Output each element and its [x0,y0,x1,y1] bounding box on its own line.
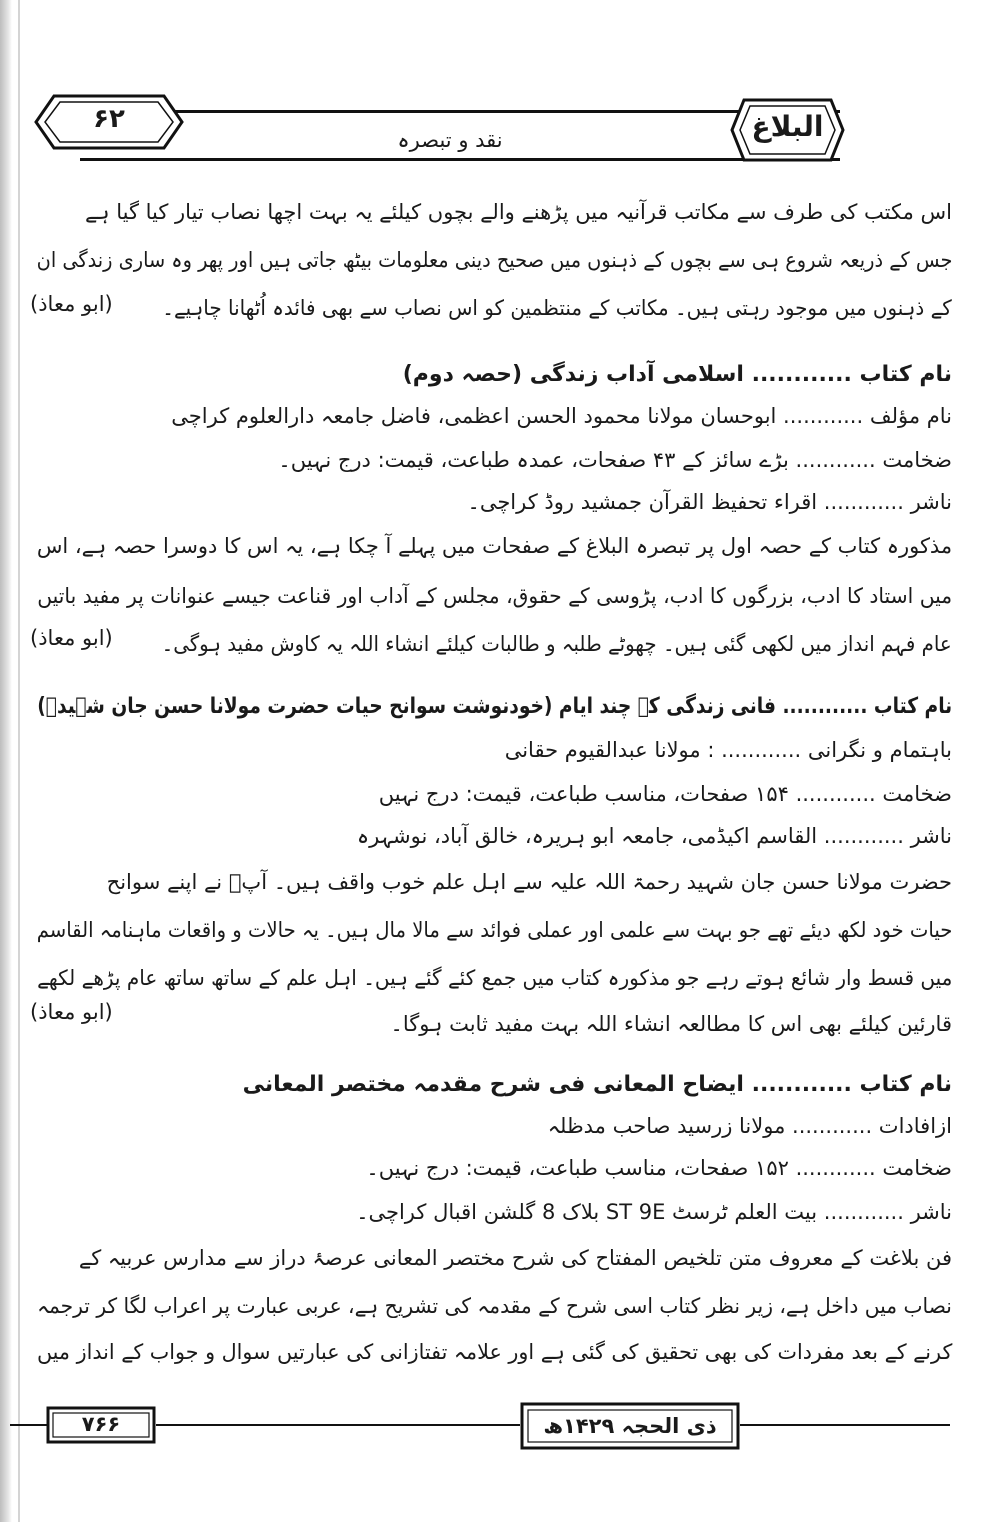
spine-edge [18,0,20,1522]
review2-size: ضخامت ............ ۱۵۴ صفحات، مناسب طباعت، قیمت: درج نہیں [378,782,952,806]
review1-title: نام کتاب ............ اسلامی آداب زندگی (حصہ دوم) [402,362,952,387]
intro-line-2: جس کے ذریعہ شروع ہی سے بچوں کے ذہنوں میں صحیح دینی معلومات بیٹھ جاتی ہیں اور پھر وہ ساری زندگی ان [36,248,952,272]
review2-title: نام کتاب ............ فانی زندگی کے چند ایام (خودنوشت سوانح حیات حضرت مولانا حسن جان شہیدؒ) [37,694,952,719]
review2-text-4: قارئین کیلئے بھی اس کا مطالعہ انشاء اللہ بہت مفید ثابت ہوگا۔ [390,1012,952,1036]
review3-lectures: ازافادات ............ مولانا زرسید صاحب مدظلہ [547,1114,952,1138]
review2-text-3: میں قسط وار شائع ہوتے رہے جو مذکورہ کتاب میں جمع کئے گئے ہیں۔ اہل علم کے ساتھ ساتھ عام پڑھے لکھے [36,966,952,990]
review1-publisher: ناشر ............ اقراء تحفیظ القرآن جمشید روڈ کراچی۔ [467,490,952,514]
review2-text-2: حیات خود لکھ دیئے تھے جو بہت سے علمی اور عملی فوائد سے مالا مال ہیں۔ یہ حالات و واقعات ماہنامہ القاسم [36,918,952,942]
page-number: ۶۲ [93,104,125,134]
logo-text: البلاغ [751,110,824,143]
footer-date-frame [520,1402,740,1450]
header-rule-top [80,110,840,113]
review3-publisher: ناشر ............ بیت العلم ٹرسٹ ST 9E بلاک 8 گلشن اقبال کراچی۔ [356,1200,952,1224]
review3-text-3: کرنے کے بعد مفردات کی بھی تحقیق کی گئی ہے اور علامہ تفتازانی کی عبارتیں سوال و جواب کے انداز میں [36,1340,952,1364]
review1-text-2: میں استاد کا ادب، بزرگوں کا ادب، پڑوسی کے حقوق، مجلس کے آداب اور قناعت جیسے عنوانات پر مفید باتیں [37,584,952,608]
review1-signature: (ابو معاذ) [30,626,113,650]
review2-publisher: ناشر ............ القاسم اکیڈمی، جامعہ ابو ہریرہ، خالق آباد، نوشہرہ [356,824,952,848]
page-number-frame [34,92,184,152]
magazine-logo [730,96,845,164]
review2-signature: (ابو معاذ) [30,1000,113,1024]
review3-text-1: فن بلاغت کے معروف متن تلخیص المفتاح کی شرح مختصر المعانی عرصۂ دراز سے مدارس عربیہ کے [78,1246,952,1270]
review2-supervision: باہتمام و نگرانی ............ : مولانا عبدالقیوم حقانی [504,738,952,762]
intro-signature: (ابو معاذ) [30,292,113,316]
review3-text-2: نصاب میں داخل ہے، زیر نظر کتاب اسی شرح کے مقدمہ کی تشریح ہے، عربی عبارت پر اعراب لگا کر ترجمہ [37,1294,952,1318]
footer-page-number-frame [46,1406,156,1444]
intro-line-1: اس مکتب کی طرف سے مکاتب قرآنیہ میں پڑھنے والے بچوں کیلئے یہ بہت اچھا نصاب تیار کیا گیا ہے [84,200,952,224]
section-title: نقد و تبصرہ [397,128,503,152]
header-rule-bottom [80,158,840,161]
review2-text-1: حضرت مولانا حسن جان شہید رحمۃ اللہ علیہ سے اہل علم خوب واقف ہیں۔ آپؒ نے اپنے سوانح [106,870,952,894]
book-spine-shadow [0,0,12,1522]
review1-text-3: عام فہم انداز میں لکھی گئی ہیں۔ چھوٹے طلبہ و طالبات کیلئے انشاء اللہ یہ کاوش مفید ہوگی۔ [161,632,952,656]
review3-size: ضخامت ............ ۱۵۲ صفحات، مناسب طباعت، قیمت: درج نہیں۔ [366,1156,952,1180]
review3-title: نام کتاب ............ ایضاح المعانی فی شرح مقدمہ مختصر المعانی [242,1072,952,1097]
footer-date: ذی الحجہ ۱۴۲۹ھ [543,1414,717,1438]
footer-rule-right [740,1424,950,1426]
footer-rule-middle [156,1424,520,1426]
footer-rule-left [10,1424,50,1426]
footer-page-number: ۷۶۶ [81,1412,121,1436]
review1-author: نام مؤلف ............ ابوحسان مولانا محمود الحسن اعظمی، فاضل جامعہ دارالعلوم کراچی [171,404,952,428]
review1-text-1: مذکورہ کتاب کے حصہ اول پر تبصرہ البلاغ کے صفحات میں پہلے آ چکا ہے، یہ اس کا دوسرا حصہ ہے، اس [36,534,952,558]
review1-size: ضخامت ............ بڑے سائز کے ۴۳ صفحات، عمدہ طباعت، قیمت: درج نہیں۔ [278,448,952,472]
intro-line-3: کے ذہنوں میں موجود رہتی ہیں۔ مکاتب کے منتظمین کو اس نصاب سے بھی فائدہ اُٹھانا چاہیے۔ [162,296,952,320]
